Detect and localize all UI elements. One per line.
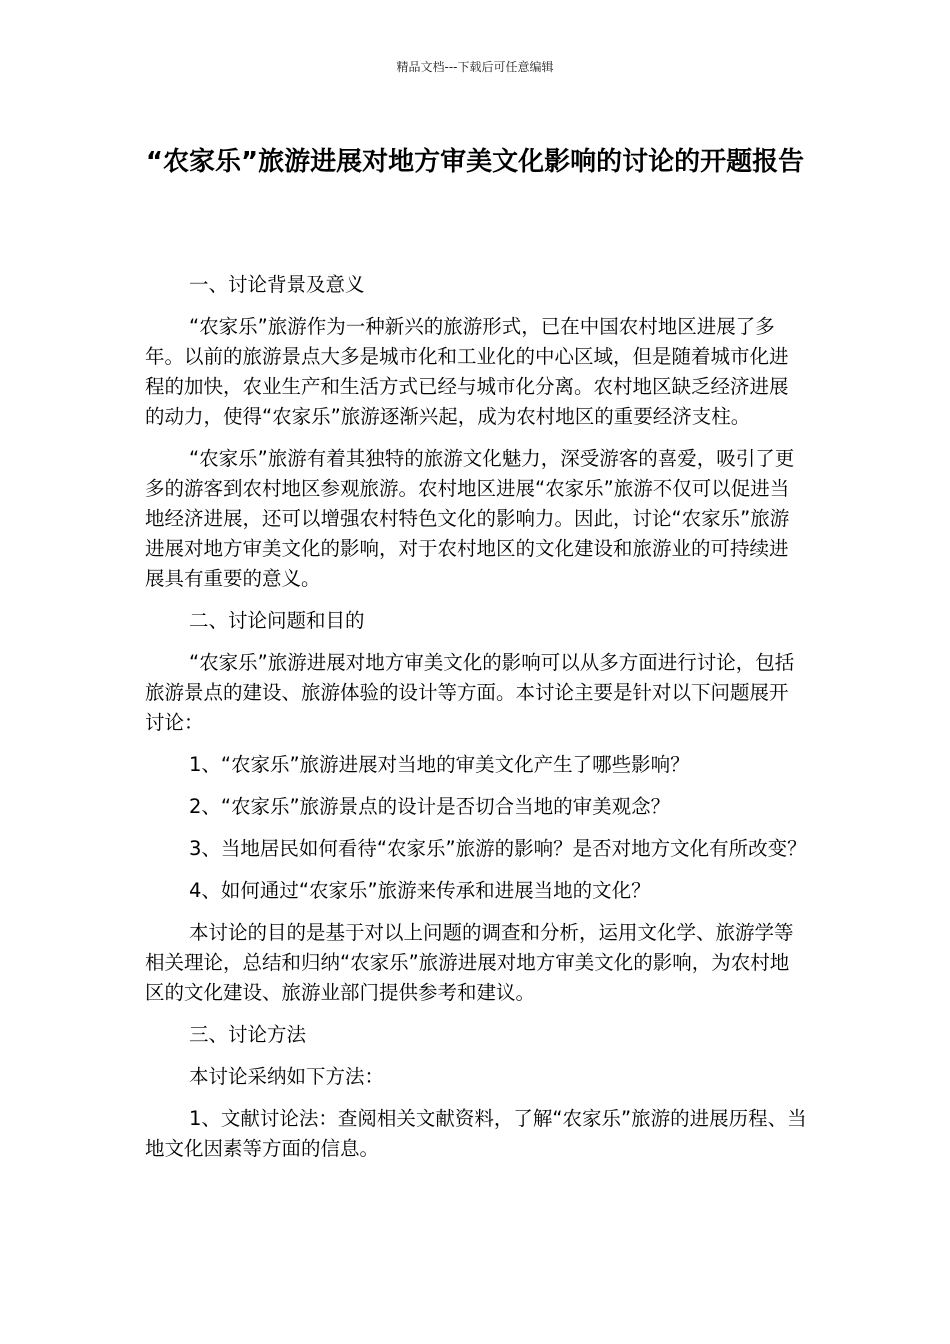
paragraph: “农家乐”旅游有着其独特的旅游文化魅力，深受游客的喜爱，吸引了更多的游客到农村地区参观旅游。农村地区进展“农家乐”旅游不仅可以促进当地经济进展，还可以增强农村特色文化的影响力。因此，讨论“农家乐”旅游进展对地方审美文化的影响，对于农村地区的文化建设和旅游业的可持续进展具有重要的意义。: [145, 447, 795, 590]
question-item: 4、如何通过“农家乐”旅游来传承和进展当地的文化？: [189, 879, 651, 902]
paragraph: 本讨论的目的是基于对以上问题的调查和分析，运用文化学、旅游学等相关理论，总结和归纳“农家乐”旅游进展对地方审美文化的影响，为农村地区的文化建设、旅游业部门提供参考和建议。: [145, 921, 794, 1004]
section-heading-methods: 三、讨论方法: [189, 1023, 307, 1046]
document-title: “农家乐”旅游进展对地方审美文化影响的讨论的开题报告: [145, 147, 805, 177]
question-item: 2、“农家乐”旅游景点的设计是否切合当地的审美观念？: [189, 795, 671, 818]
page-header: 精品文档---下载后可任意编辑: [396, 60, 554, 74]
paragraph: “农家乐”旅游作为一种新兴的旅游形式，已在中国农村地区进展了多年。以前的旅游景点大多是城市化和工业化的中心区域，但是随着城市化进程的加快，农业生产和生活方式已经与城市化分离。农村地区缺乏经济进展的动力，使得“农家乐”旅游逐渐兴起，成为农村地区的重要经济支柱。: [145, 315, 789, 428]
section-heading-background: 一、讨论背景及意义: [189, 273, 365, 296]
method-item: 1、文献讨论法：查阅相关文献资料，了解“农家乐”旅游的进展历程、当地文化因素等方面的信息。: [145, 1107, 807, 1160]
question-item: 1、“农家乐”旅游进展对当地的审美文化产生了哪些影响？: [189, 753, 690, 776]
paragraph: 本讨论采纳如下方法：: [189, 1065, 385, 1088]
question-item: 3、当地居民如何看待“农家乐”旅游的影响？是否对地方文化有所改变？: [189, 837, 807, 860]
section-heading-questions: 二、讨论问题和目的: [189, 609, 365, 632]
document-body: [145, 270, 807, 1176]
paragraph: “农家乐”旅游进展对地方审美文化的影响可以从多方面进行讨论，包括旅游景点的建设、旅游体验的设计等方面。本讨论主要是针对以下问题展开讨论：: [145, 651, 795, 734]
